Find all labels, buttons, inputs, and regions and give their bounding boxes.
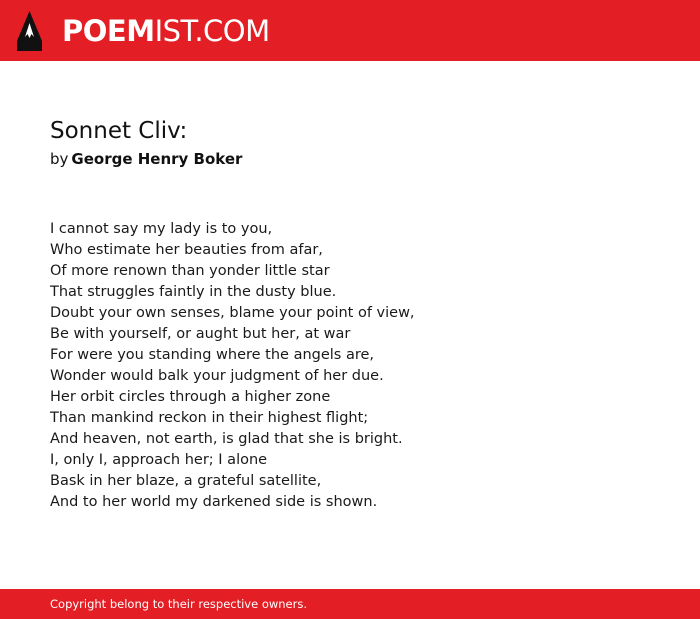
author-name: George Henry Boker bbox=[71, 150, 243, 168]
site-footer bbox=[0, 589, 700, 619]
poem-line: Than mankind reckon in their highest flight; bbox=[50, 410, 369, 426]
poem-line: And heaven, not earth, is glad that she is bright. bbox=[50, 431, 403, 447]
byline bbox=[50, 149, 242, 169]
poem-line: Wonder would balk your judgment of her due. bbox=[50, 368, 384, 384]
pencil-tip-icon bbox=[17, 11, 42, 51]
poem-line: Bask in her blaze, a grateful satellite, bbox=[50, 473, 322, 489]
logo-bold-text: POEM bbox=[62, 14, 155, 48]
copyright-text: Copyright belong to their respective owners. bbox=[50, 597, 308, 611]
by-label: by bbox=[50, 150, 69, 168]
poem-line: Her orbit circles through a higher zone bbox=[50, 389, 331, 405]
poem-line: Who estimate her beauties from afar, bbox=[50, 242, 323, 258]
poem-line: Doubt your own senses, blame your point of view, bbox=[50, 305, 415, 321]
site-header bbox=[0, 0, 700, 61]
poem-line: Be with yourself, or aught but her, at war bbox=[50, 326, 351, 342]
poem-line: That struggles faintly in the dusty blue. bbox=[50, 284, 337, 300]
poem-line: I cannot say my lady is to you, bbox=[50, 221, 273, 237]
poem-body bbox=[50, 219, 415, 513]
poem-line: And to her world my darkened side is shown. bbox=[50, 494, 378, 510]
poem-line: I, only I, approach her; I alone bbox=[50, 452, 268, 468]
poem-line: Of more renown than yonder little star bbox=[50, 263, 330, 279]
poem-line: For were you standing where the angels are, bbox=[50, 347, 375, 363]
poem-title: Sonnet Cliv: bbox=[50, 118, 188, 144]
logo-light-text: IST.COM bbox=[154, 14, 270, 48]
site-logo[interactable] bbox=[62, 13, 270, 49]
